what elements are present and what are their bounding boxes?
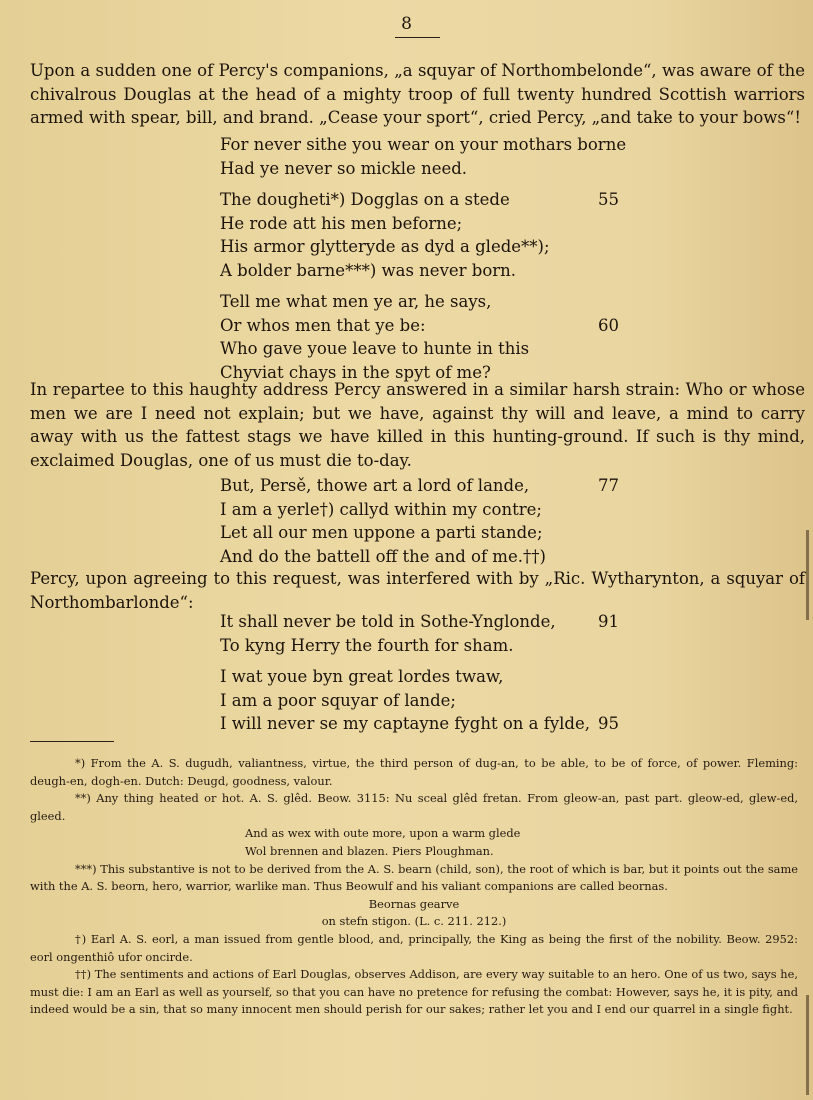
stanza	[220, 290, 640, 384]
verse-text: But, Persě, thowe art a lord of lande,	[220, 476, 530, 495]
verse-line	[220, 290, 640, 314]
page-edge-mark	[806, 530, 809, 620]
stanza	[220, 188, 640, 282]
verse-line	[220, 474, 640, 498]
verse-line	[220, 188, 640, 212]
line-number: 91	[598, 612, 619, 631]
footnote: ***) This substantive is not to be derived from the A. S. bearn (child, son), the root of which is bar, but it points out the same with the A. S. beorn, hero, warrior, warlike man. Thus Beowulf and his valiant companions are called beornas.	[30, 861, 798, 894]
verse-text: Or whos men that ye be:	[220, 315, 426, 335]
verse-text: A bolder barne***) was never born.	[220, 260, 517, 280]
paragraph-3: Percy, upon agreeing to this request, was interfered with by „Ric. Wytharynton, a squyar of Northombarlonde“:	[30, 569, 805, 612]
verse-text: Tell me what men ye ar, he says,	[220, 292, 492, 311]
verse-block-2	[220, 474, 640, 568]
verse-line	[220, 259, 640, 283]
verse-text: For never sithe you wear on your mothars borne	[220, 135, 627, 154]
verse-line	[220, 133, 640, 157]
verse-line	[220, 157, 640, 181]
page-number: 8	[401, 14, 412, 34]
verse-text: To kyng Herry the fourth for sham.	[220, 635, 514, 655]
verse-line	[220, 689, 640, 713]
paragraph-1: Upon a sudden one of Percy's companions, „a squyar of Northombelonde“, was aware of the chivalrous Douglas at the head of a mighty troop of full twenty hundred Scottish warriors armed with spear, bill, and brand. „Cease your sport“, cried Percy, „and take to your bows“!	[30, 61, 805, 127]
footnotes	[30, 755, 798, 1019]
verse-line	[220, 634, 640, 658]
verse-text: His armor glytteryde as dyd a glede**);	[220, 237, 550, 256]
line-number: 60	[598, 315, 619, 335]
verse-text: And do the battell off the and of me.††)	[220, 546, 546, 566]
verse-block-1	[220, 133, 640, 392]
footnote-rule	[30, 741, 114, 742]
line-number: 55	[598, 190, 619, 209]
verse-line	[220, 545, 640, 569]
footnote: *) From the A. S. dugudh, valiantness, virtue, the third person of dug-an, to be able, to be of force, of power. Fleming: deugh-en, dogh-en. Dutch: Deugd, goodness, valour.	[30, 756, 798, 788]
stanza	[220, 665, 640, 736]
footnote: ††) The sentiments and actions of Earl Douglas, observes Addison, are every way suitable to an hero. One of us two, says he, must die: I am an Earl as well as yourself, so that you can have no pretence for refusing the combat: However, says he, it is pity, and indeed would be a sin, that so many innocent men should perish for our sakes; rather let you and I end our quarrel in a single fight.	[30, 967, 798, 1017]
verse-text: I wat youe byn great lordes twaw,	[220, 667, 504, 686]
verse-text: I am a poor squyar of lande;	[220, 690, 456, 710]
footnote: †) Earl A. S. eorl, a man issued from gentle blood, and, principally, the King as being the first of the nobility. Beow. 2952: eorl ongenthiô ufor oncirde.	[30, 931, 798, 964]
footnote-quote: Wol brennen and blazen. Piers Ploughman.	[245, 843, 494, 858]
verse-line	[220, 665, 640, 689]
header-rule	[395, 37, 440, 38]
footnote-quote: Beornas gearve	[368, 896, 460, 911]
verse-line	[220, 610, 640, 634]
page-edge-mark	[806, 995, 809, 1095]
verse-text: The dougheti*) Dogglas on a stede	[220, 190, 510, 209]
paragraph-2: In repartee to this haughty address Percy answered in a similar harsh strain: Who or whose men we are I need not explain; but we have, against thy will and leave, a mind to carry away with us the fattest stags we have killed in this hunting-ground. If such is thy mind, exclaimed Douglas, one of us must die to-day.	[30, 380, 805, 470]
verse-text: Had ye never so mickle need.	[220, 158, 468, 178]
footnote: **) Any thing heated or hot. A. S. glêd. Beow. 3115: Nu sceal glêd fretan. From gleow-an, past part. gleow-ed, glew-ed, gleed.	[30, 791, 798, 823]
verse-text: I am a yerle†) callyd within my contre;	[220, 499, 542, 519]
verse-line	[220, 337, 640, 361]
footnote-quote: And as wex with oute more, upon a warm glede	[245, 826, 521, 841]
line-number: 95	[598, 714, 619, 733]
verse-line	[220, 498, 640, 522]
verse-text: He rode att his men beforne;	[220, 213, 463, 233]
verse-text: I will never se my captayne fyght on a fylde,	[220, 714, 590, 733]
verse-text: It shall never be told in Sothe-Ynglonde,	[220, 612, 556, 631]
verse-line	[220, 235, 640, 259]
verse-line	[220, 712, 640, 736]
stanza	[220, 610, 640, 657]
stanza	[220, 133, 640, 180]
line-number: 77	[598, 476, 619, 495]
verse-text: Chyviat chays in the spyt of me?	[220, 362, 491, 382]
verse-text: Who gave youe leave to hunte in this	[220, 339, 530, 358]
verse-line	[220, 314, 640, 338]
verse-block-3	[220, 610, 640, 744]
verse-text: Let all our men uppone a parti stande;	[220, 523, 543, 542]
footnote-quote: on stefn stigon. (L. c. 211. 212.)	[321, 914, 507, 929]
verse-line	[220, 212, 640, 236]
verse-line	[220, 521, 640, 545]
